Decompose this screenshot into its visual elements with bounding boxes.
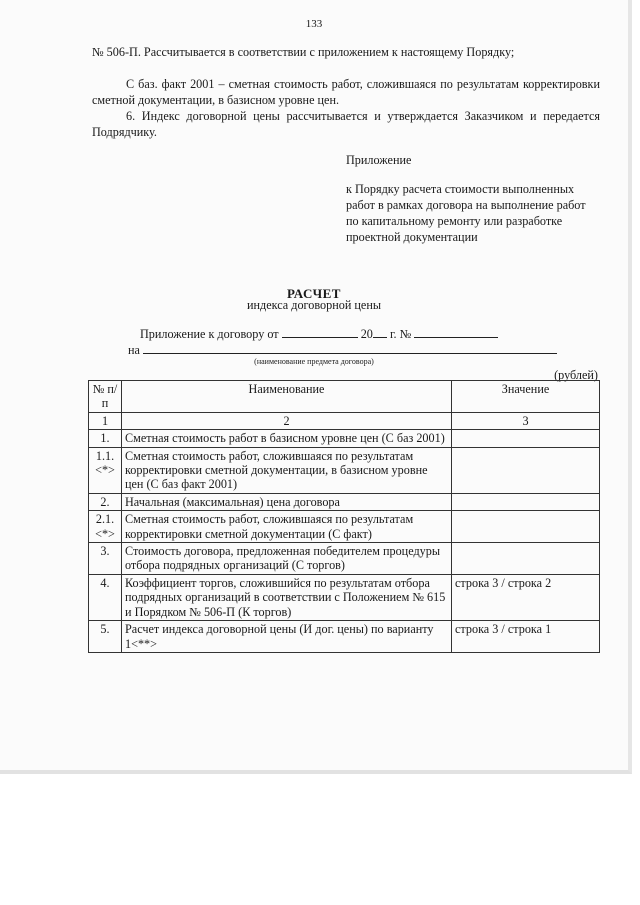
contract-prefix: Приложение к договору от [140,327,279,341]
table-row [89,430,600,447]
document-title: РАСЧЕТ [287,286,341,301]
row-name: Начальная (максимальная) цена договора [122,493,452,510]
paragraph-p2: С баз. факт 2001 – сметная стоимость работ, сложившаяся по результатам корректировки сметной документации, в базисном уровне цен. [92,77,600,107]
contract-subject-blank [143,342,557,354]
row-value [452,511,600,543]
column-number: 2 [122,412,452,429]
contract-subject-line [128,342,557,358]
table-row [89,493,600,510]
row-number: 1.1. <*> [89,447,122,493]
header-number: № п/п [89,381,122,413]
document-subtitle: индекса договорной цены [246,298,382,312]
page-number: 133 [305,18,323,30]
row-value [452,430,600,447]
header-value: Значение [452,381,600,413]
row-value: строка 3 / строка 1 [452,621,600,653]
contract-line [140,326,498,342]
table-row [89,543,600,575]
row-name: Сметная стоимость работ в базисном уровне цен (С баз 2001) [122,430,452,447]
row-value [452,493,600,510]
row-name: Сметная стоимость работ, сложившаяся по результатам корректировки сметной документации, в базисном уровне цен (С баз факт 2001) [122,447,452,493]
contract-on: на [128,343,140,357]
row-name: Коэффициент торгов, сложившийся по результатам отбора подрядных организаций в соответствии с Положением № 615 и Порядком № 506-П (К торгов) [122,574,452,620]
appendix-label: Приложение [346,153,412,167]
column-number: 3 [452,412,600,429]
table-row [89,621,600,653]
row-number: 2. [89,493,122,510]
row-number: 5. [89,621,122,653]
table-header-row [89,381,600,413]
row-number: 1. [89,430,122,447]
table-row [89,447,600,493]
paragraph-p1: № 506-П. Рассчитывается в соответствии с приложением к настоящему Порядку; [92,45,515,59]
units-label: (рублей) [554,368,598,382]
table-row [89,511,600,543]
contract-subject-caption: (наименование предмета договора) [254,357,374,366]
row-name: Стоимость договора, предложенная победителем процедуры отбора подрядных организаций (С торгов) [122,543,452,575]
column-number-row [89,412,600,429]
row-number: 4. [89,574,122,620]
column-number: 1 [89,412,122,429]
calculation-table [88,380,600,653]
header-name: Наименование [122,381,452,413]
contract-year-prefix: 20 [360,327,373,341]
row-value: строка 3 / строка 2 [452,574,600,620]
row-value [452,447,600,493]
row-name: Расчет индекса договорной цены (И дог. цены) по варианту 1<**> [122,621,452,653]
row-number: 2.1. <*> [89,511,122,543]
contract-date-blank [282,326,358,338]
contract-year-suffix: г. № [389,327,412,341]
row-name: Сметная стоимость работ, сложившаяся по результатам корректировки сметной документации (С факт) [122,511,452,543]
contract-year-blank [373,326,387,338]
table-row [89,574,600,620]
appendix-reference: к Порядку расчета стоимости выполненных работ в рамках договора на выполнение работ по капитальному ремонту или разработке проектной документации [346,182,586,244]
paragraph-p3: 6. Индекс договорной цены рассчитывается и утверждается Заказчиком и передается Подрядчику. [92,109,600,139]
row-number: 3. [89,543,122,575]
contract-number-blank [414,326,498,338]
row-value [452,543,600,575]
